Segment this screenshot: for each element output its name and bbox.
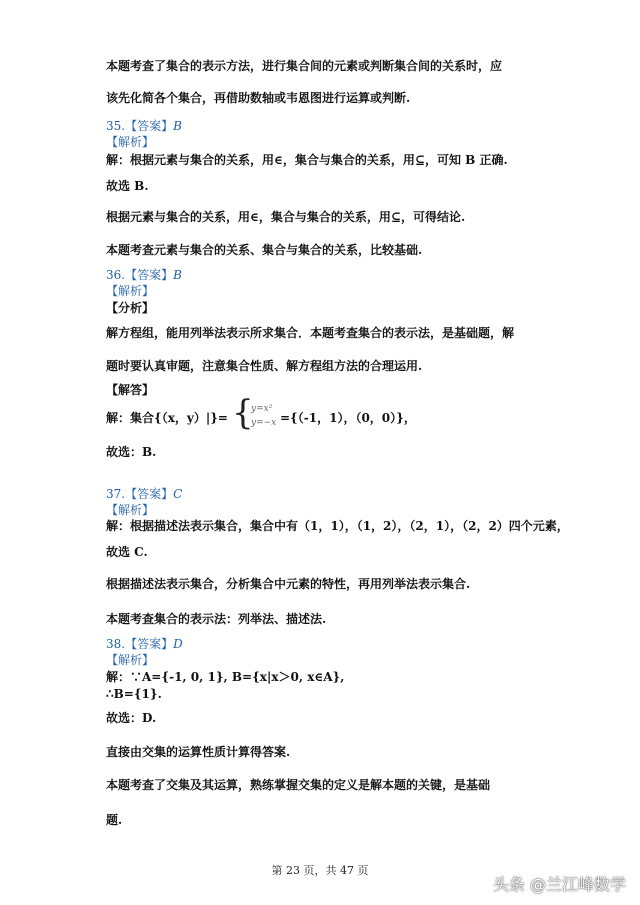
text-line: 本题考查集合的表示法：列举法、描述法. — [106, 612, 327, 626]
watermark: 头条 @兰江峰数学 — [492, 875, 626, 894]
answer-tag: 【答案】 — [125, 268, 174, 282]
text-line: 解：根据元素与集合的关系，用∈，集合与集合的关系，用⊆，可知 B 正确. — [106, 153, 508, 167]
text-line: 根据描述法表示集合，分析集合中元素的特性，再用列举法表示集合. — [106, 577, 471, 591]
text-line: 故选：D. — [106, 711, 157, 725]
page-footer: 第 23 页，共 47 页 — [271, 864, 369, 877]
answer-value: D — [173, 637, 183, 651]
section-heading: 【解答】 — [106, 383, 155, 397]
text-line: 本题考查了集合的表示方法，进行集合间的元素或判断集合间的关系时，应 — [106, 59, 503, 73]
text-line: 题时要认真审题，注意集合性质、解方程组方法的合理运用. — [106, 359, 423, 373]
question-number: 37. — [106, 487, 126, 501]
analysis-label: 【解析】 — [106, 653, 155, 667]
text-line: 故选：B. — [106, 445, 157, 459]
brace-symbol: { — [232, 393, 254, 433]
answer-label-36 — [106, 267, 182, 283]
text-line: 根据元素与集合的关系，用∈，集合与集合的关系，用⊆，可得结论. — [106, 210, 466, 224]
answer-tag: 【答案】 — [125, 119, 174, 133]
answer-label-37 — [106, 486, 182, 502]
analysis-label: 【解析】 — [106, 503, 155, 517]
text-line: 故选 C. — [106, 545, 148, 559]
text-line: 本题考查元素与集合的关系、集合与集合的关系，比较基础. — [106, 243, 423, 257]
question-number: 35. — [106, 119, 126, 133]
solution-result: ={（-1，1），（0，0）}， — [280, 411, 416, 425]
equation-1: y=x² — [251, 404, 273, 414]
answer-label-38 — [106, 636, 183, 652]
solution-prefix: 解：集合{（x，y）|}= — [106, 411, 228, 425]
text-line: 解方程组，能用列举法表示所求集合．本题考查集合的表示法，是基础题，解 — [106, 326, 515, 340]
section-heading: 【分析】 — [106, 301, 155, 315]
answer-value: B — [173, 119, 182, 133]
question-number: 36. — [106, 268, 126, 282]
answer-value: B — [173, 268, 182, 282]
text-line: 题. — [106, 813, 123, 827]
text-line: 故选 B. — [106, 179, 149, 193]
analysis-label: 【解析】 — [106, 284, 155, 298]
text-line: 该先化简各个集合，再借助数轴或韦恩图进行运算或判断. — [106, 91, 411, 105]
question-number: 38. — [106, 637, 126, 651]
text-line: 解：根据描述法表示集合，集合中有（1，1），（1，2），（2，1），（2，2）四个元素， — [106, 519, 569, 533]
answer-value: C — [173, 487, 183, 501]
text-line: 解：∵A={-1, 0, 1}, B={x|x＞0, x∈A}, — [106, 670, 345, 684]
answer-tag: 【答案】 — [125, 637, 174, 651]
answer-label-35 — [106, 118, 182, 134]
text-line: ∴B={1}. — [106, 687, 162, 701]
equation-2: y=−x — [251, 418, 277, 428]
answer-tag: 【答案】 — [125, 487, 174, 501]
text-line: 直接由交集的运算性质计算得答案. — [106, 745, 291, 759]
text-line: 本题考查了交集及其运算，熟练掌握交集的定义是解本题的关键，是基础 — [106, 778, 491, 792]
analysis-label: 【解析】 — [106, 135, 155, 149]
